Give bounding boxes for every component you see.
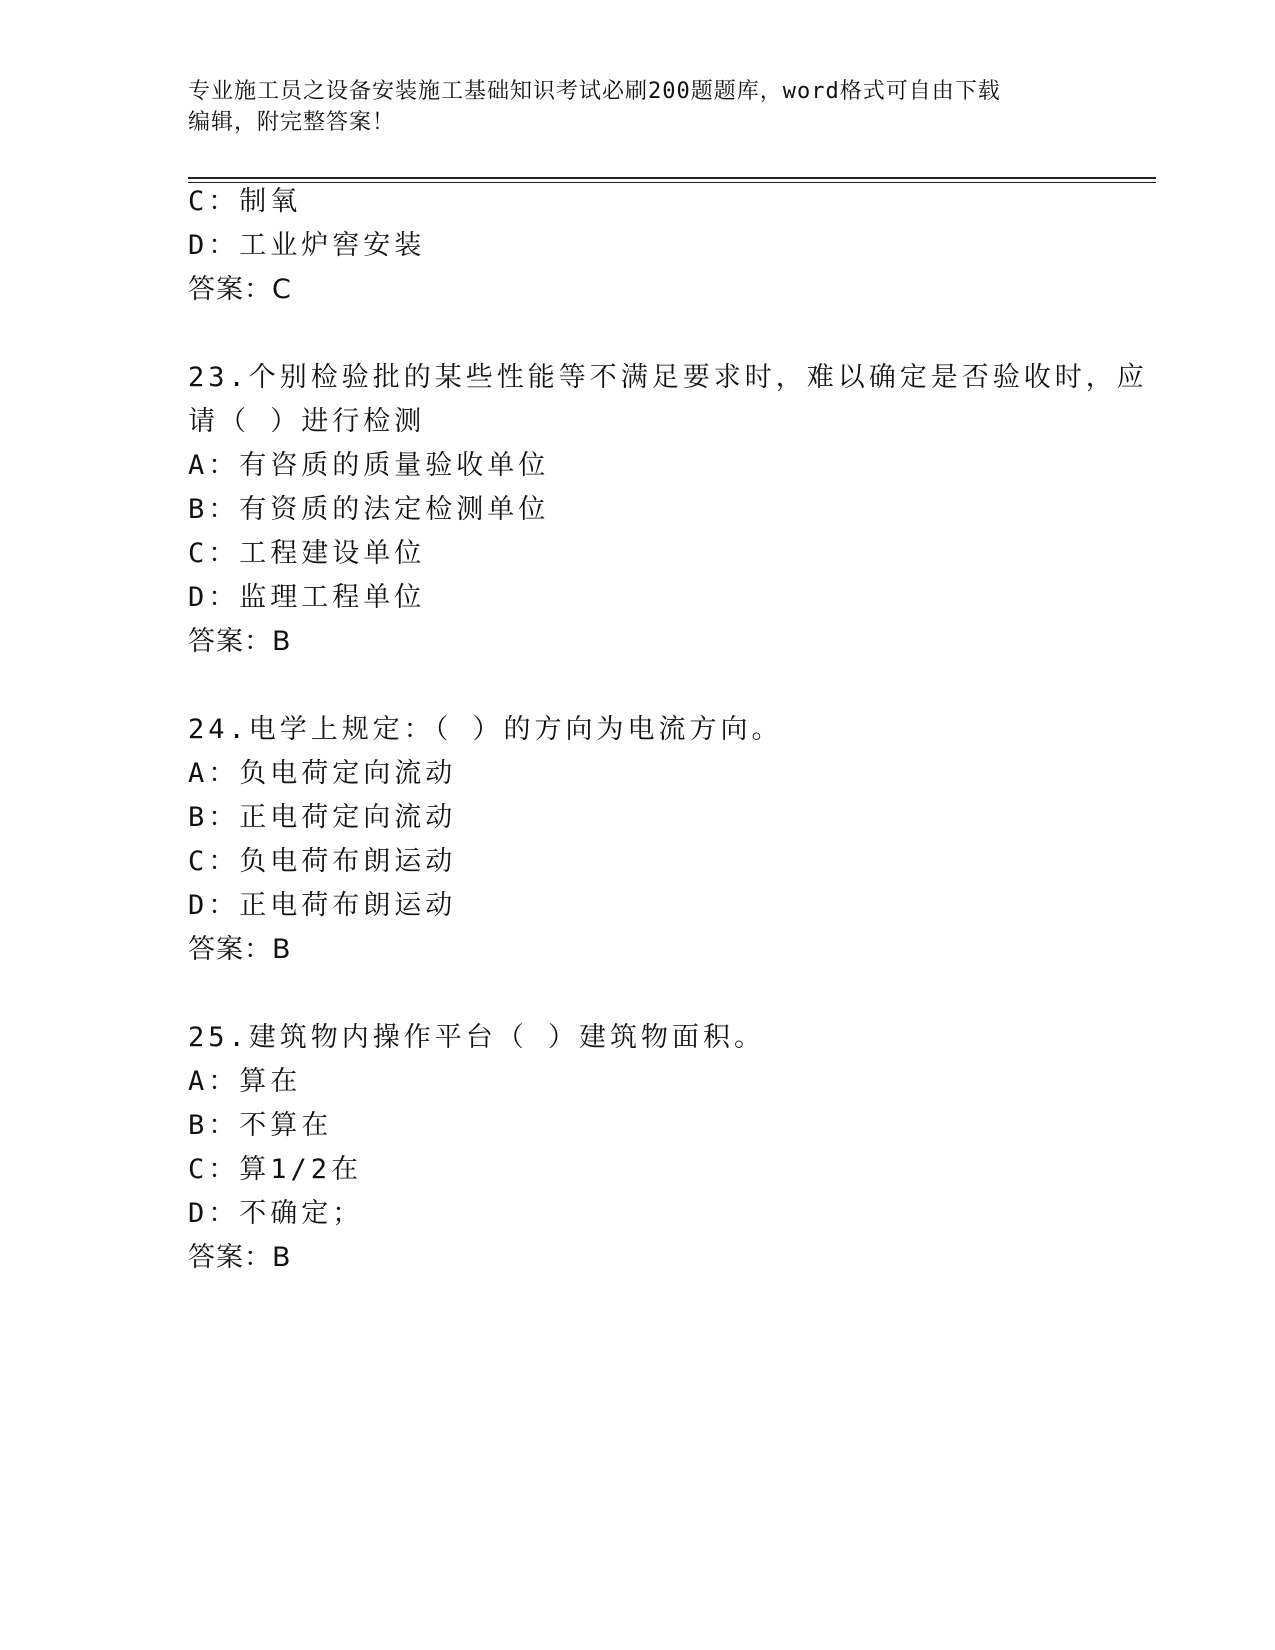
question-23-option-a: A：有咨质的质量验收单位	[188, 450, 550, 481]
question-25-option-c: C：算1/2在	[188, 1154, 363, 1185]
prev-question-answer: 答案：C	[188, 274, 292, 305]
question-23-option-b: B：有资质的法定检测单位	[188, 494, 550, 525]
question-23-option-d: D：监理工程单位	[188, 582, 426, 613]
prev-question-option-d: D：工业炉窖安装	[188, 230, 426, 261]
question-23-answer: 答案：B	[188, 626, 292, 657]
question-23-option-c: C：工程建设单位	[188, 538, 426, 569]
question-24-option-d: D：正电荷布朗运动	[188, 890, 457, 921]
question-24-option-a: A：负电荷定向流动	[188, 758, 457, 789]
question-24-stem: 24.电学上规定：（ ）的方向为电流方向。	[188, 714, 783, 745]
question-24-option-b: B：正电荷定向流动	[188, 802, 457, 833]
header-title-line-1: 专业施工员之设备安装施工基础知识考试必刷200题题库，word格式可自由下载	[188, 79, 1001, 104]
question-25-option-a: A：算在	[188, 1066, 302, 1097]
header-divider-thick	[188, 177, 1156, 179]
question-25-stem: 25.建筑物内操作平台（ ）建筑物面积。	[188, 1022, 766, 1053]
question-24-answer: 答案：B	[188, 934, 292, 965]
document-header	[188, 76, 1108, 138]
question-25-option-d: D：不确定；	[188, 1198, 364, 1229]
question-23-stem-line-2: 请（ ）进行检测	[188, 406, 426, 437]
question-25-option-b: B：不算在	[188, 1110, 333, 1141]
question-23-stem-line-1: 23.个别检验批的某些性能等不满足要求时，难以确定是否验收时，应	[188, 362, 1148, 393]
question-24-option-c: C：负电荷布朗运动	[188, 846, 457, 877]
header-divider-thin	[188, 182, 1156, 183]
question-25-answer: 答案：B	[188, 1242, 292, 1273]
prev-question-option-c: C：制氧	[188, 186, 302, 217]
header-title-line-2: 编辑，附完整答案！	[188, 110, 396, 135]
